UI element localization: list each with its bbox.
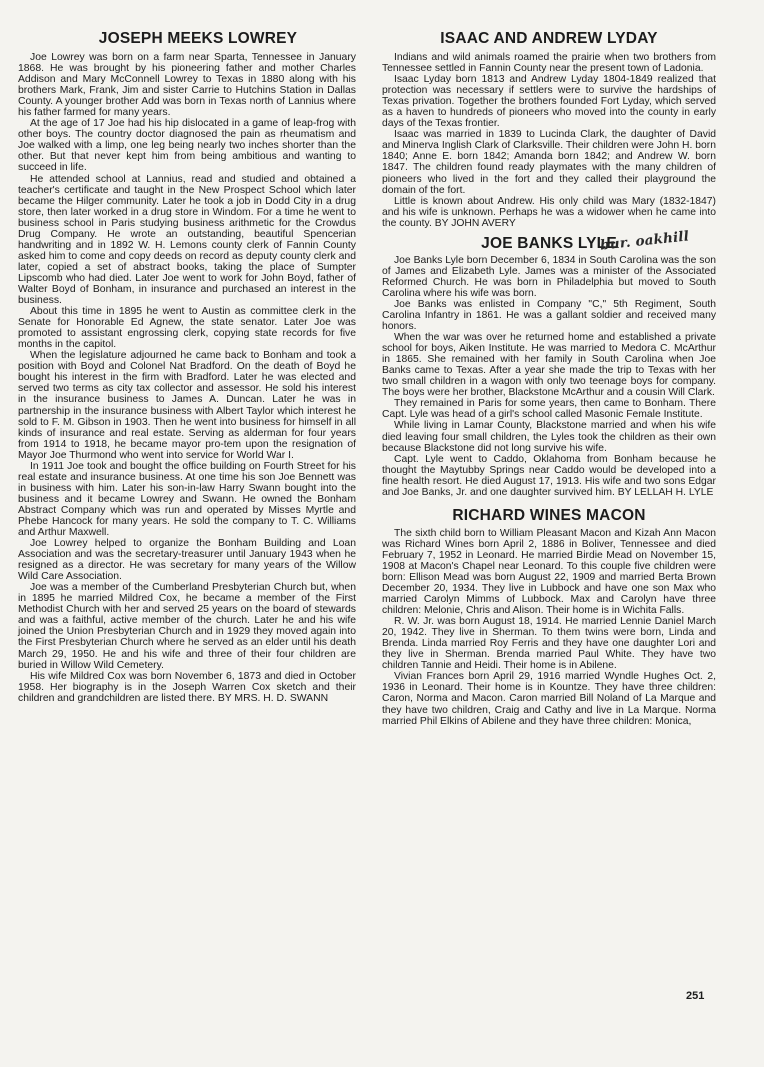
lyday-paragraph: Isaac Lyday born 1813 and Andrew Lyday 1804-1849 realized that protection was necessary if settlers were to survive the hardships of Texas privation. Together the brothers founded Fort Lyday, which served as a haven to hundreds of pioneers who moved into the county in early days of the Texas frontier. xyxy=(382,74,716,130)
lyle-paragraph: When the war was over he returned home and established a private school for boys, Aiken Institute. He was married to Medora C. McArthur in 1865. She remained with her family in South Carolina when Joe Banks came to Texas. After a year she made the trip to Texas with her two small children in a wagon with only two teenage boys for company. The boys were her brother, Blackstone McArthur and a cousin Will Clark. xyxy=(382,332,716,399)
lowrey-paragraph: Joe Lowrey helped to organize the Bonham Building and Loan Association and was the secretary-treasurer until January 1943 when he resigned as a director. He was secretary for many years of the Willow Wild Care Association. xyxy=(18,538,356,583)
lyle-paragraph: While living in Lamar County, Blackstone married and when his wife died leaving four small children, the Lyles took the children as their own because Blackstone did not long survive his wife. xyxy=(382,420,716,454)
lyle-paragraph: Capt. Lyle went to Caddo, Oklahoma from Bonham because he thought the Maytubby Springs near Caddo would be developed into a fine health resort. He died August 17, 1913. His wife and two sons Edgar and Joe Banks, Jr. and one daughter survived him. BY LELLAH H. LYLE xyxy=(382,453,716,498)
lowrey-paragraph: When the legislature adjourned he came back to Bonham and took a position with Boyd and Colonel Nat Bradford. On the death of Boyd he bought his interest in the firm with Bradford. Later he was elected and served two terms as city tax collector and assessor. He sold his interest in the insurance business to James A. Duncan. Later he was in partnership in the insurance business with Albert Taylor which interest he sold to F. M. Gibson in 1903. Then he went into business for himself in all kinds of insurance and real estate. Serving as alderman for four years from 1914 to 1918, he became mayor pro-tem upon the resignation of Mayor Joe Thurmond who went into service for World War I. xyxy=(18,350,356,461)
lowrey-paragraph: His wife Mildred Cox was born November 6, 1873 and died in October 1958. Her biography is in the Joseph Warren Cox sketch and their children and grandchildren are listed there. BY MRS. H. D. SWANN xyxy=(18,670,356,704)
lowrey-title: JOSEPH MEEKS LOWREY xyxy=(98,30,298,47)
lowrey-paragraph: Joe Lowrey was born on a farm near Sparta, Tennessee in January 1868. He was brought by his pioneering father and mother Charles Addison and Mary McConnell Lowrey to Texas in 1880 along with his brothers Mark, Frank, Jim and sister Carrie to Hutchins Station in Dallas County. A younger brother Add was born in Texas north of Lannius where his father farmed for many years. xyxy=(18,52,356,119)
lyday-paragraph: Indians and wild animals roamed the prairie when two brothers from Tennessee settled in Fannin County near the present town of Ladonia. xyxy=(382,52,716,75)
lowrey-paragraph: About this time in 1895 he went to Austin as committee clerk in the Senate for Honorable Ed Agnew, the state senator. Later Joe was promoted to assistant engrossing clerk, copying state records for five months in the capitol. xyxy=(18,306,356,351)
lyle-paragraph: Joe Banks was enlisted in Company "C," 5th Regiment, South Carolina Infantry in 1861. He was a gallant soldier and received many honors. xyxy=(382,298,716,333)
lyday-title: ISAAC AND ANDREW LYDAY xyxy=(440,30,658,47)
lowrey-body xyxy=(18,52,356,704)
lyle-paragraph: They remained in Paris for some years, then came to Bonham. There Capt. Lyle was head of a girl's school called Masonic Female Institute. xyxy=(382,398,716,421)
macon-paragraph: R. W. Jr. was born August 18, 1914. He married Lennie Daniel March 20, 1942. They live in Sherman. To them twins were born, Linda and Brenda. Linda married Roy Ferris and they have one daughter Lori and they live in Sherman. Brenda married Paul White. They have two children Tannie and Heidi. Their home is in Abilene. xyxy=(382,616,716,672)
lyle-body xyxy=(382,255,716,498)
lowrey-paragraph: At the age of 17 Joe had his hip dislocated in a game of leap-frog with other boys. The country doctor diagnosed the pain as rheumatism and Joe walked with a limp, one leg being nearly two inches shorter than the other. But that never kept him from being ambitious and wanting to succeed in life. xyxy=(18,118,356,174)
lowrey-paragraph: He attended school at Lannius, read and studied and obtained a teacher's certificate and taught in the New Prospect School which later became the Hilger community. Later he took a job in Dodd City in a drug store, then later worked in a drug store in Windom. For a time he went to business school in Paris studying business arithmetic for the Crowdus Drug Company. He wrote an outstanding, beautiful Spencerian handwriting and in 1892 W. H. Lemons county clerk of Fannin County asked him to come and copy deeds on record as deputy county clerk and later, copied a set of abstract books, taking the place of Sumpter Lipscomb who had died. Later Joe went to work for John Boyd, father of Walter Boyd of Bonham, in insurance and purchased an interest in the business. xyxy=(18,173,356,307)
lowrey-paragraph: Joe was a member of the Cumberland Presbyterian Church but, when in 1895 he married Mildred Cox, he became a member of the First Methodist Church with her and served 25 years on the board of stewards and was a faithful, active member of the church. Later he and his wife joined the Union Presbyterian Church and in 1929 they moved again into the First Presbyterian Church where he served as an elder until his death March 29, 1950. He and his wife and three of their four children are buried in Willow Wild Cemetery. xyxy=(18,582,356,671)
lyle-title xyxy=(382,228,716,254)
lowrey-paragraph: In 1911 Joe took and bought the office building on Fourth Street for his real estate and insurance business. At one time his son Joe Bennett was in business with him. Later his son-in-law Harry Swann bought into the business and it became Lowrey and Swann. He owned the Bonham Abstract Company which was run and operated by Misses Myrtle and Phebe Hancock for many years. He sold the company to T. C. Williams and Arthur Maxwell. xyxy=(18,460,356,539)
lyday-paragraph: Isaac was married in 1839 to Lucinda Clark, the daughter of David and Minerva Inglish Clark of Clarksville. Their children were John H. born 1840; Anne E. born 1842; Amanda born 1842; and Andrew W. born 1847. The children found ready playmates with the many children of pioneers who lived in the fort and they called their playground the domain of the fort. xyxy=(382,129,716,196)
lyday-paragraph: Little is known about Andrew. His only child was Mary (1832-1847) and his wife is unknown. Perhaps he was a widower when he came into the county. BY JOHN AVERY xyxy=(382,195,716,229)
macon-paragraph: Vivian Frances born April 29, 1916 married Wyndle Hughes Oct. 2, 1936 in Leonard. Their home is in Kountze. They have three children: Caron, Norma and Macon. Caron married Bill Noland of La Marque and they have two children, Craig and Cathy and live in La Marque. Norma married Phil Elkins of Abilene and they have three children: Monica, xyxy=(382,671,716,727)
right-column xyxy=(382,30,716,727)
handwritten-annotation: bur. oakhill xyxy=(599,228,690,254)
page-number: 251 xyxy=(686,990,705,1002)
lyday-body xyxy=(382,52,716,229)
lyle-title-text: JOE BANKS LYLE xyxy=(481,234,617,252)
macon-title: RICHARD WINES MACON xyxy=(452,506,646,524)
macon-body xyxy=(382,528,716,727)
lyle-paragraph: Joe Banks Lyle born December 6, 1834 in South Carolina was the son of James and Elizabeth Lyle. James was a minister of the Associated Reformed Church. He was born in Philadelphia but moved to South Carolina where his wife was born. xyxy=(382,254,716,299)
macon-paragraph: The sixth child born to William Pleasant Macon and Kizah Ann Macon was Richard Wines born April 2, 1886 in Boliver, Tennessee and died February 7, 1952 in Leonard. He married Birdie Mead on November 15, 1908 at Macon's Chapel near Leonard. To this couple five children were born: Ellison Mead was born August 22, 1909 and married Berta Brown December 20, 1934. They live in Lubbock and have one son Max who married Carolyn Mimms of Lubbock. Max and Carolyn have three children: Melonie, Chris and Alison. Their home is in Wichita Falls. xyxy=(382,527,716,617)
left-column xyxy=(18,30,356,704)
